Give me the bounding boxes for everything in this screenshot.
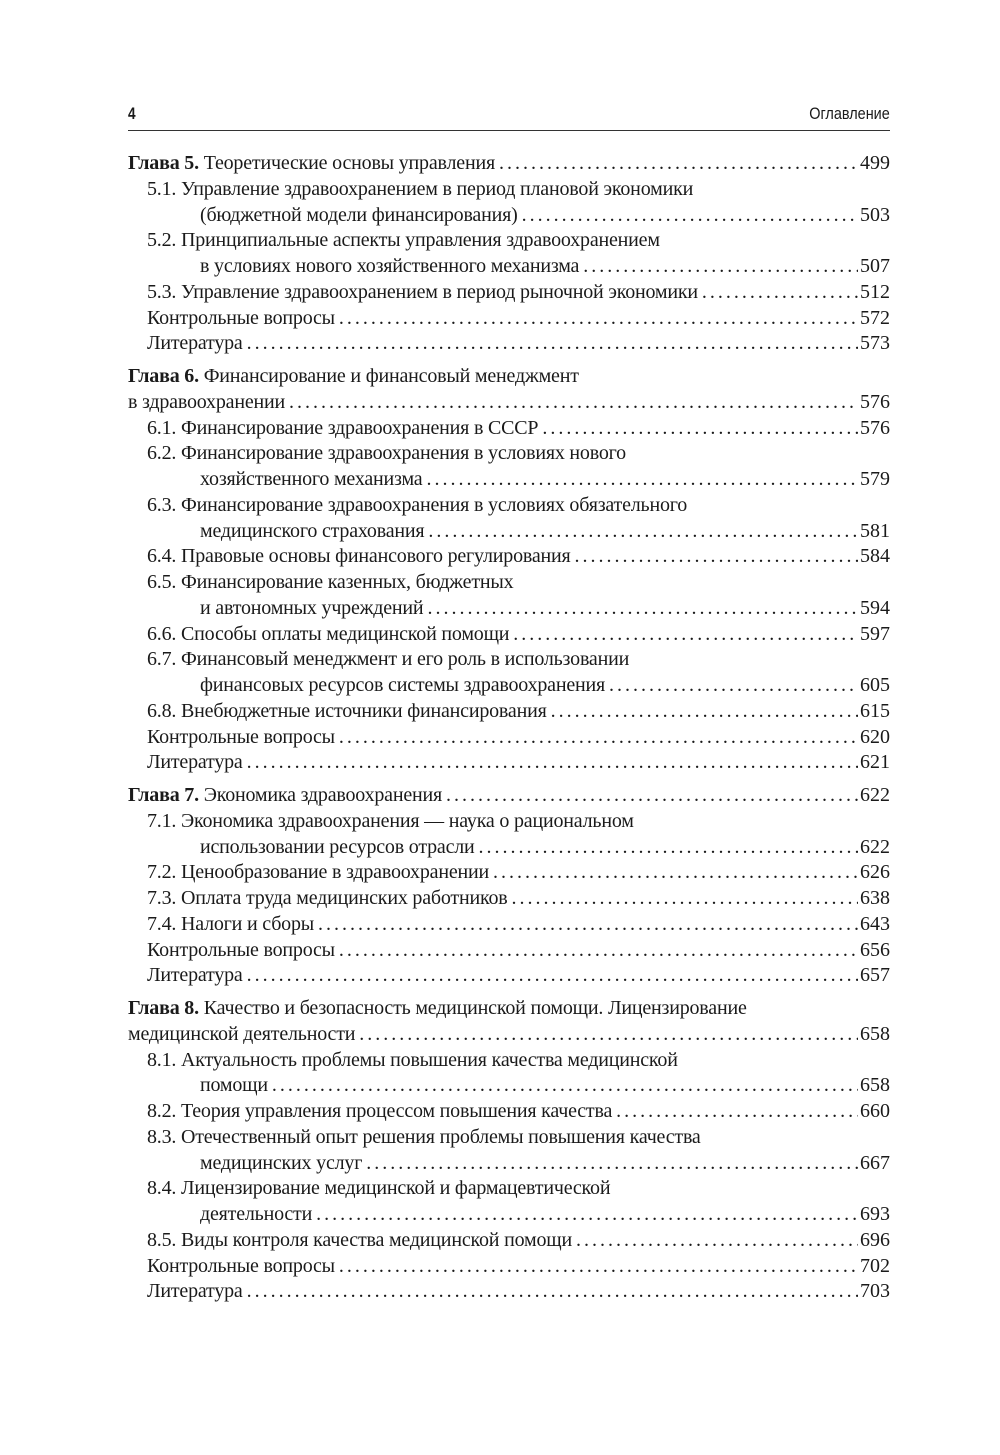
- dot-leader: [335, 725, 858, 751]
- toc-section-entry[interactable]: [128, 467, 890, 493]
- toc-chapter-group: [128, 996, 890, 1305]
- page-ref: 656: [860, 938, 890, 961]
- chapter-label: Глава 5.: [128, 152, 199, 174]
- toc-section-entry[interactable]: [128, 416, 890, 442]
- page-ref: 643: [860, 912, 890, 935]
- chapter-title-text: Финансирование и финансовый менеджмент: [203, 365, 579, 387]
- dot-leader: [423, 596, 858, 622]
- section-title: 6.5. Финансирование казенных, бюджетных: [147, 571, 514, 593]
- dot-leader: [312, 1202, 858, 1228]
- toc-section-entry[interactable]: [128, 835, 890, 861]
- page-ref: 576: [860, 390, 890, 413]
- toc-section-entry[interactable]: [128, 1176, 890, 1202]
- dot-leader: [335, 938, 858, 964]
- section-title: хозяйственного механизма: [200, 468, 423, 490]
- page-ref: 696: [860, 1228, 890, 1251]
- section-title: медицинского страхования: [200, 519, 425, 542]
- dot-leader: [335, 306, 858, 332]
- toc-section-entry[interactable]: [128, 177, 890, 203]
- page-ref: 573: [860, 332, 890, 355]
- toc-section-entry[interactable]: [128, 441, 890, 467]
- dot-leader: [612, 1099, 858, 1125]
- chapter-title: [128, 783, 442, 809]
- page-ref: 658: [860, 1022, 890, 1045]
- dot-leader: [571, 544, 858, 570]
- toc-section-entry[interactable]: [128, 570, 890, 596]
- toc-section-entry[interactable]: [128, 1279, 890, 1305]
- toc-section-entry[interactable]: [128, 228, 890, 254]
- section-title: 6.8. Внебюджетные источники финансирования: [147, 699, 547, 722]
- toc-chapter-group: [128, 151, 890, 357]
- page-number: 4: [128, 104, 136, 123]
- section-title: 6.4. Правовые основы финансового регулирования: [147, 545, 571, 568]
- toc-section-entry[interactable]: [128, 963, 890, 989]
- section-title: Литература: [147, 751, 243, 774]
- toc-section-entry[interactable]: [128, 647, 890, 673]
- page-ref: 512: [860, 280, 890, 303]
- toc-section-entry[interactable]: [128, 860, 890, 886]
- dot-leader: [362, 1151, 858, 1177]
- dot-leader: [605, 673, 858, 699]
- table-of-contents: [128, 151, 890, 1305]
- section-title: 8.5. Виды контроля качества медицинской помощи: [147, 1228, 572, 1251]
- section-title: помощи: [200, 1074, 268, 1097]
- section-title: 5.1. Управление здравоохранением в период плановой экономики: [147, 177, 694, 200]
- dot-leader: [355, 1022, 858, 1048]
- dot-leader: [475, 835, 858, 861]
- toc-section-entry[interactable]: [128, 1048, 890, 1074]
- toc-section-entry[interactable]: [128, 331, 890, 357]
- page-ref: 503: [860, 203, 890, 226]
- section-title: деятельности: [200, 1203, 313, 1225]
- section-title: 6.1. Финансирование здравоохранения в СССР: [147, 416, 539, 439]
- page-ref: 581: [860, 519, 890, 542]
- dot-leader: [518, 203, 858, 229]
- dot-leader: [442, 783, 858, 809]
- section-title: 8.4. Лицензирование медицинской и фармацевтической: [147, 1177, 611, 1200]
- section-title: Контрольные вопросы: [147, 725, 335, 748]
- chapter-title: [128, 364, 579, 390]
- section-title: 6.2. Финансирование здравоохранения в условиях нового: [147, 442, 626, 465]
- page-ref: 667: [860, 1151, 890, 1174]
- dot-leader: [547, 699, 858, 725]
- section-title: 6.7. Финансовый менеджмент и его роль в использовании: [147, 648, 630, 671]
- chapter-label: Глава 8.: [128, 997, 199, 1019]
- toc-section-entry[interactable]: [128, 1151, 890, 1177]
- section-title: Литература: [147, 1280, 243, 1303]
- page-ref: 572: [860, 306, 890, 329]
- page-ref: 615: [860, 699, 890, 722]
- toc-chapter-entry-continued[interactable]: [128, 1022, 890, 1048]
- section-title: 7.2. Ценообразование в здравоохранении: [147, 861, 490, 884]
- chapter-title-text: Теоретические основы управления: [203, 152, 495, 174]
- page-ref: 605: [860, 674, 890, 696]
- toc-section-entry[interactable]: [128, 519, 890, 545]
- toc-chapter-entry[interactable]: [128, 783, 890, 809]
- section-title: Контрольные вопросы: [147, 1254, 335, 1277]
- dot-leader: [538, 416, 858, 442]
- page-ref: 594: [860, 596, 890, 619]
- chapter-title: [128, 151, 495, 177]
- section-title: в условиях нового хозяйственного механизма: [200, 255, 580, 277]
- page-ref: 507: [860, 255, 890, 277]
- dot-leader: [422, 467, 858, 493]
- section-title: 6.6. Способы оплаты медицинской помощи: [147, 622, 510, 645]
- section-title: 5.2. Принципиальные аспекты управления здравоохранением: [147, 229, 660, 252]
- page-ref: 660: [860, 1100, 890, 1122]
- page-ref: 499: [860, 152, 890, 174]
- toc-section-entry[interactable]: [128, 1099, 890, 1125]
- dot-leader: [572, 1228, 858, 1254]
- toc-chapter-entry[interactable]: [128, 996, 890, 1022]
- dot-leader: [243, 750, 858, 776]
- toc-chapter-entry-continued[interactable]: [128, 390, 890, 416]
- section-title: (бюджетной модели финансирования): [200, 203, 518, 226]
- page-ref: 693: [860, 1203, 890, 1225]
- page-ref: 620: [860, 725, 890, 748]
- toc-section-entry[interactable]: [128, 280, 890, 306]
- toc-section-entry[interactable]: [128, 886, 890, 912]
- toc-section-entry[interactable]: [128, 544, 890, 570]
- toc-section-entry[interactable]: [128, 1073, 890, 1099]
- toc-section-entry[interactable]: [128, 493, 890, 519]
- page-ref: 584: [860, 545, 890, 568]
- chapter-label: Глава 7.: [128, 784, 199, 806]
- page-ref: 658: [860, 1074, 890, 1097]
- page-ref: 622: [860, 835, 890, 858]
- toc-section-entry[interactable]: [128, 673, 890, 699]
- page-ref: 657: [860, 964, 890, 987]
- section-title: 6.3. Финансирование здравоохранения в условиях обязательного: [147, 493, 688, 516]
- dot-leader: [243, 963, 858, 989]
- section-title: 8.2. Теория управления процессом повышения качества: [147, 1100, 613, 1122]
- dot-leader: [243, 331, 858, 357]
- toc-section-entry[interactable]: [128, 1202, 890, 1228]
- section-title: финансовых ресурсов системы здравоохранения: [200, 674, 606, 696]
- section-title: Контрольные вопросы: [147, 306, 335, 329]
- section-title: и автономных учреждений: [200, 596, 424, 619]
- toc-section-entry[interactable]: [128, 203, 890, 229]
- page-ref: 622: [860, 784, 890, 806]
- section-title: Литература: [147, 964, 243, 987]
- toc-section-entry[interactable]: [128, 306, 890, 332]
- dot-leader: [424, 519, 858, 545]
- section-title: 7.4. Налоги и сборы: [147, 912, 315, 935]
- dot-leader: [335, 1254, 858, 1280]
- toc-chapter-entry[interactable]: [128, 151, 890, 177]
- toc-chapter-group: [128, 783, 890, 989]
- chapter-title-text: в здравоохранении: [128, 390, 286, 413]
- section-title: 8.3. Отечественный опыт решения проблемы повышения качества: [147, 1125, 701, 1148]
- running-header: [128, 104, 890, 131]
- dot-leader: [509, 622, 858, 648]
- running-title: Оглавление: [809, 104, 890, 123]
- section-title: 7.3. Оплата труда медицинских работников: [147, 887, 508, 909]
- section-title: 8.1. Актуальность проблемы повышения качества медицинской: [147, 1048, 678, 1071]
- chapter-title: [128, 996, 747, 1022]
- toc-section-entry[interactable]: [128, 254, 890, 280]
- dot-leader: [268, 1073, 858, 1099]
- toc-section-entry[interactable]: [128, 809, 890, 835]
- chapter-title-text: медицинской деятельности: [128, 1022, 356, 1045]
- chapter-title-text: Качество и безопасность медицинской помощи. Лицензирование: [203, 997, 747, 1019]
- dot-leader: [314, 912, 858, 938]
- toc-section-entry[interactable]: [128, 938, 890, 964]
- chapter-title-text: Экономика здравоохранения: [203, 784, 443, 806]
- page-ref: 576: [860, 416, 890, 439]
- toc-section-entry[interactable]: [128, 596, 890, 622]
- dot-leader: [495, 151, 858, 177]
- dot-leader: [243, 1279, 858, 1305]
- dot-leader: [489, 860, 858, 886]
- page-ref: 702: [860, 1254, 890, 1277]
- dot-leader: [508, 886, 859, 912]
- toc-section-entry[interactable]: [128, 622, 890, 648]
- section-title: 5.3. Управление здравоохранением в период рыночной экономики: [147, 280, 698, 303]
- page-ref: 703: [860, 1280, 890, 1303]
- toc-section-entry[interactable]: [128, 699, 890, 725]
- section-title: медицинских услуг: [200, 1151, 363, 1174]
- section-title: Контрольные вопросы: [147, 938, 335, 961]
- page-ref: 579: [860, 468, 890, 490]
- toc-chapter-group: [128, 364, 890, 776]
- page-ref: 597: [860, 622, 890, 645]
- toc-section-entry[interactable]: [128, 1125, 890, 1151]
- toc-section-entry[interactable]: [128, 750, 890, 776]
- page-ref: 638: [860, 887, 890, 909]
- toc-section-entry[interactable]: [128, 725, 890, 751]
- section-title: 7.1. Экономика здравоохранения — наука о рациональном: [147, 809, 634, 832]
- toc-chapter-entry[interactable]: [128, 364, 890, 390]
- toc-section-entry[interactable]: [128, 912, 890, 938]
- dot-leader: [579, 254, 858, 280]
- page-ref: 621: [860, 751, 890, 774]
- page-ref: 626: [860, 861, 890, 884]
- toc-section-entry[interactable]: [128, 1228, 890, 1254]
- toc-section-entry[interactable]: [128, 1254, 890, 1280]
- section-title: использовании ресурсов отрасли: [200, 835, 475, 858]
- section-title: Литература: [147, 332, 243, 355]
- chapter-label: Глава 6.: [128, 365, 199, 387]
- dot-leader: [285, 390, 858, 416]
- dot-leader: [698, 280, 858, 306]
